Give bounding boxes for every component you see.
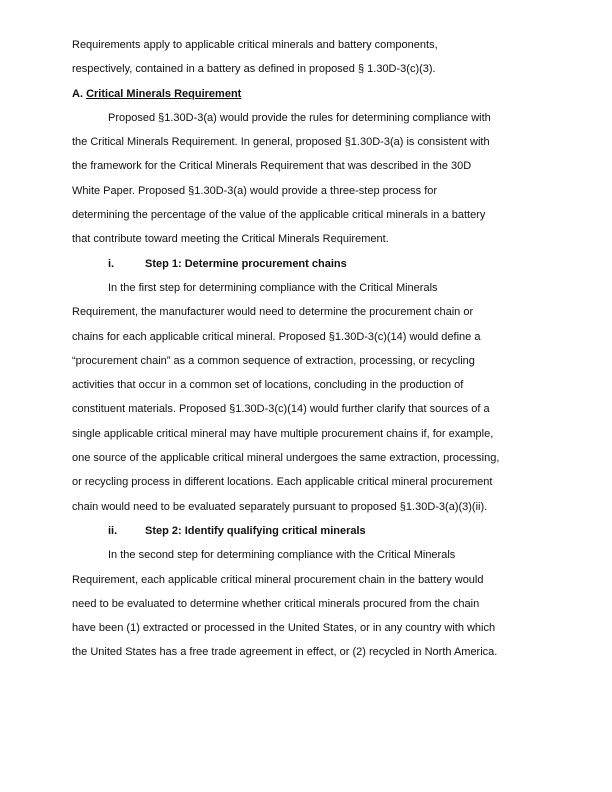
step-2-title: Step 2: Identify qualifying critical minerals (145, 524, 366, 537)
text-line: Requirement, each applicable critical mineral procurement chain in the battery would (72, 573, 484, 586)
text-line: In the second step for determining compliance with the Critical Minerals (108, 549, 456, 562)
step-1-paragraph (72, 276, 540, 519)
section-prefix: A. (72, 87, 87, 100)
text-line: activities that occur in a common set of locations, concluding in the production of (72, 379, 464, 392)
text-line: one source of the applicable critical mineral undergoes the same extraction, processing, (72, 452, 500, 465)
text-line: Proposed §1.30D-3(a) would provide the rules for determining compliance with (108, 111, 491, 124)
critical-minerals-paragraph (72, 106, 540, 252)
step-1-title: Step 1: Determine procurement chains (145, 257, 347, 270)
text-line: chains for each applicable critical mineral. Proposed §1.30D-3(c)(14) would define a (72, 330, 481, 343)
text-line: Requirements apply to applicable critical minerals and battery components, (72, 39, 438, 51)
step-2-number: ii. (108, 524, 118, 537)
step-2-paragraph (72, 543, 540, 664)
text-line: In the first step for determining compliance with the Critical Minerals (108, 281, 438, 294)
text-line: or recycling process in different locations. Each applicable critical mineral procurement (72, 476, 493, 489)
text-line: the Critical Minerals Requirement. In general, proposed §1.30D-3(a) is consistent with (72, 136, 490, 149)
text-line: need to be evaluated to determine whether critical minerals procured from the chain (72, 597, 480, 610)
text-line: determining the percentage of the value of the applicable critical minerals in a battery (72, 209, 486, 222)
text-line: respectively, contained in a battery as defined in proposed § 1.30D-3(c)(3). (72, 63, 436, 76)
section-heading-a (72, 82, 540, 106)
text-line: have been (1) extracted or processed in the United States, or in any country with which (72, 622, 496, 635)
step-2-heading (72, 519, 540, 543)
document-page (72, 33, 540, 665)
text-line: White Paper. Proposed §1.30D-3(a) would provide a three-step process for (72, 184, 438, 197)
text-line: that contribute toward meeting the Critical Minerals Requirement. (72, 233, 389, 246)
intro-paragraph (72, 33, 540, 82)
step-1-number: i. (108, 257, 115, 270)
text-line: the United States has a free trade agreement in effect, or (2) recycled in North America. (72, 646, 498, 659)
section-title: Critical Minerals Requirement (86, 87, 242, 100)
text-line: chain would need to be evaluated separately pursuant to proposed §1.30D-3(a)(3)(ii). (72, 500, 488, 513)
step-1-heading (72, 252, 540, 276)
text-line: single applicable critical mineral may have multiple procurement chains if, for example, (72, 427, 494, 440)
text-line: “procurement chain” as a common sequence of extraction, processing, or recycling (72, 354, 475, 367)
text-line: constituent materials. Proposed §1.30D-3(c)(14) would further clarify that sources of a (72, 403, 490, 416)
text-line: Requirement, the manufacturer would need to determine the procurement chain or (72, 306, 474, 319)
text-line: the framework for the Critical Minerals Requirement that was described in the 30D (72, 160, 472, 173)
